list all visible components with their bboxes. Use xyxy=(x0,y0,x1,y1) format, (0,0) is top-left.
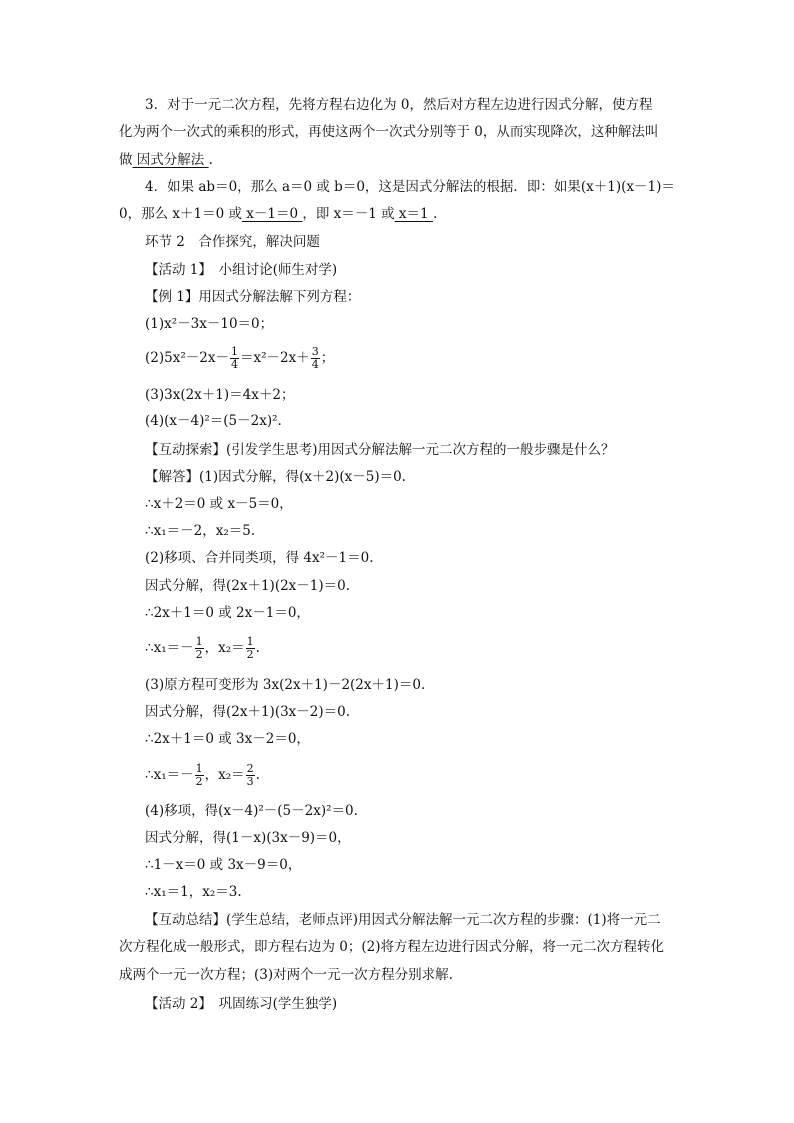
answer-line xyxy=(145,763,260,788)
answer-line: 因式分解，得(1－x)(3x－9)＝0， xyxy=(145,830,351,846)
fraction xyxy=(311,346,320,371)
fraction-denominator: 4 xyxy=(230,358,238,371)
problem-2 xyxy=(145,346,334,371)
fraction xyxy=(246,763,255,788)
answer-line: (2)移项、合并同类项，得 4x²－1＝0. xyxy=(145,550,374,566)
answer-line: 因式分解，得(2x＋1)(2x－1)＝0. xyxy=(145,578,351,594)
summary-line1: 【互动总结】(学生总结，老师点评)用因式分解法解一元二次方程的步骤：(1)将一元二 xyxy=(145,912,661,928)
p4-line2-mid: ，即 x＝－1 或 xyxy=(302,206,395,222)
fraction xyxy=(195,763,204,788)
answer-part: ∴x₁＝－ xyxy=(145,767,194,783)
p4-line1: 4．如果 ab＝0，那么 a＝0 或 b＝0，这是因式分解法的根据．即：如果(x＋1)(x－1)＝ xyxy=(145,179,675,195)
answer-line: ∴2x＋1＝0 或 3x－2＝0， xyxy=(145,731,310,747)
answer-line: ∴x＋2＝0 或 x－5＝0， xyxy=(145,496,293,512)
blank-answer-1: 因式分解法 xyxy=(132,152,209,168)
answer-line: 因式分解，得(2x＋1)(3x－2)＝0. xyxy=(145,704,351,720)
answer-line: ∴1－x＝0 或 3x－9＝0， xyxy=(145,857,302,873)
fraction-numerator: 2 xyxy=(246,762,254,775)
answer-line: (4)移项，得(x－4)²－(5－2x)²＝0. xyxy=(145,803,358,819)
answer-part: . xyxy=(255,640,260,656)
fraction-denominator: 2 xyxy=(195,775,203,788)
answer-line: ∴x₁＝1，x₂＝3. xyxy=(145,884,242,900)
problem-3: (3)3x(2x＋1)＝4x＋2； xyxy=(145,387,295,403)
fraction xyxy=(195,636,204,661)
problem-2-c: ； xyxy=(320,350,335,366)
answer-line: (3)原方程可变形为 3x(2x＋1)－2(2x＋1)＝0. xyxy=(145,677,426,693)
activity2-heading: 【活动 2】 巩固练习(学生独学) xyxy=(145,996,338,1012)
p4-line2 xyxy=(119,205,437,223)
problem-1: (1)x²－3x－10＝0； xyxy=(145,316,274,332)
section-heading: 环节 2 合作探究，解决问题 xyxy=(145,234,320,250)
fraction-denominator: 3 xyxy=(246,775,254,788)
fraction-denominator: 2 xyxy=(195,648,203,661)
p3-line2: 化为两个一次式的乘积的形式，再使这两个一次式分别等于 0，从而实现降次，这种解法叫 xyxy=(119,124,659,140)
fraction-numerator: 3 xyxy=(311,345,319,358)
fraction-numerator: 1 xyxy=(195,635,203,648)
blank-answer-2: x－1＝0 xyxy=(241,206,303,222)
answer-part: ，x₂＝ xyxy=(204,640,245,656)
fraction-denominator: 4 xyxy=(311,358,319,371)
answer-part: ，x₂＝ xyxy=(204,767,245,783)
activity1-heading: 【活动 1】 小组讨论(师生对学) xyxy=(145,262,338,278)
fraction xyxy=(246,636,255,661)
p3-line1: 3．对于一元二次方程，先将方程右边化为 0，然后对方程左边进行因式分解，使方程 xyxy=(145,97,653,113)
summary-line3: 成两个一元一次方程；(3)对两个一元一次方程分别求解. xyxy=(119,967,453,983)
answer-part: . xyxy=(255,767,260,783)
fraction-numerator: 1 xyxy=(246,635,254,648)
problem-4: (4)(x－4)²＝(5－2x)². xyxy=(145,413,282,429)
answer-line: ∴x₁＝－2，x₂＝5. xyxy=(145,523,256,539)
p3-line3-pre: 做 xyxy=(119,152,133,168)
answer-line xyxy=(145,636,260,661)
p4-line2-pre: 0，那么 x＋1＝0 或 xyxy=(119,206,242,222)
explore-paragraph: 【互动探索】(引发学生思考)用因式分解法解一元二次方程的一般步骤是什么？ xyxy=(145,442,615,458)
problem-2-a: (2)5x²－2x－ xyxy=(145,350,229,366)
answer-line: 【解答】(1)因式分解，得(x＋2)(x－5)＝0. xyxy=(145,469,406,485)
summary-line2: 次方程化成一般形式，即方程右边为 0；(2)将方程左边进行因式分解，将一元二次方程转化 xyxy=(119,939,665,955)
example1-heading: 【例 1】用因式分解法解下列方程： xyxy=(145,289,361,305)
p4-line2-post: . xyxy=(432,206,438,222)
answer-part: ∴x₁＝－ xyxy=(145,640,194,656)
p3-line3 xyxy=(119,151,213,169)
answer-line: ∴2x＋1＝0 或 2x－1＝0， xyxy=(145,605,310,621)
p3-line3-post: . xyxy=(208,152,213,168)
fraction-numerator: 1 xyxy=(230,345,238,358)
fraction-denominator: 2 xyxy=(246,648,254,661)
blank-answer-3: x＝1 xyxy=(394,206,433,222)
fraction xyxy=(230,346,239,371)
problem-2-b: ＝x²－2x＋ xyxy=(239,350,310,366)
fraction-numerator: 1 xyxy=(195,762,203,775)
